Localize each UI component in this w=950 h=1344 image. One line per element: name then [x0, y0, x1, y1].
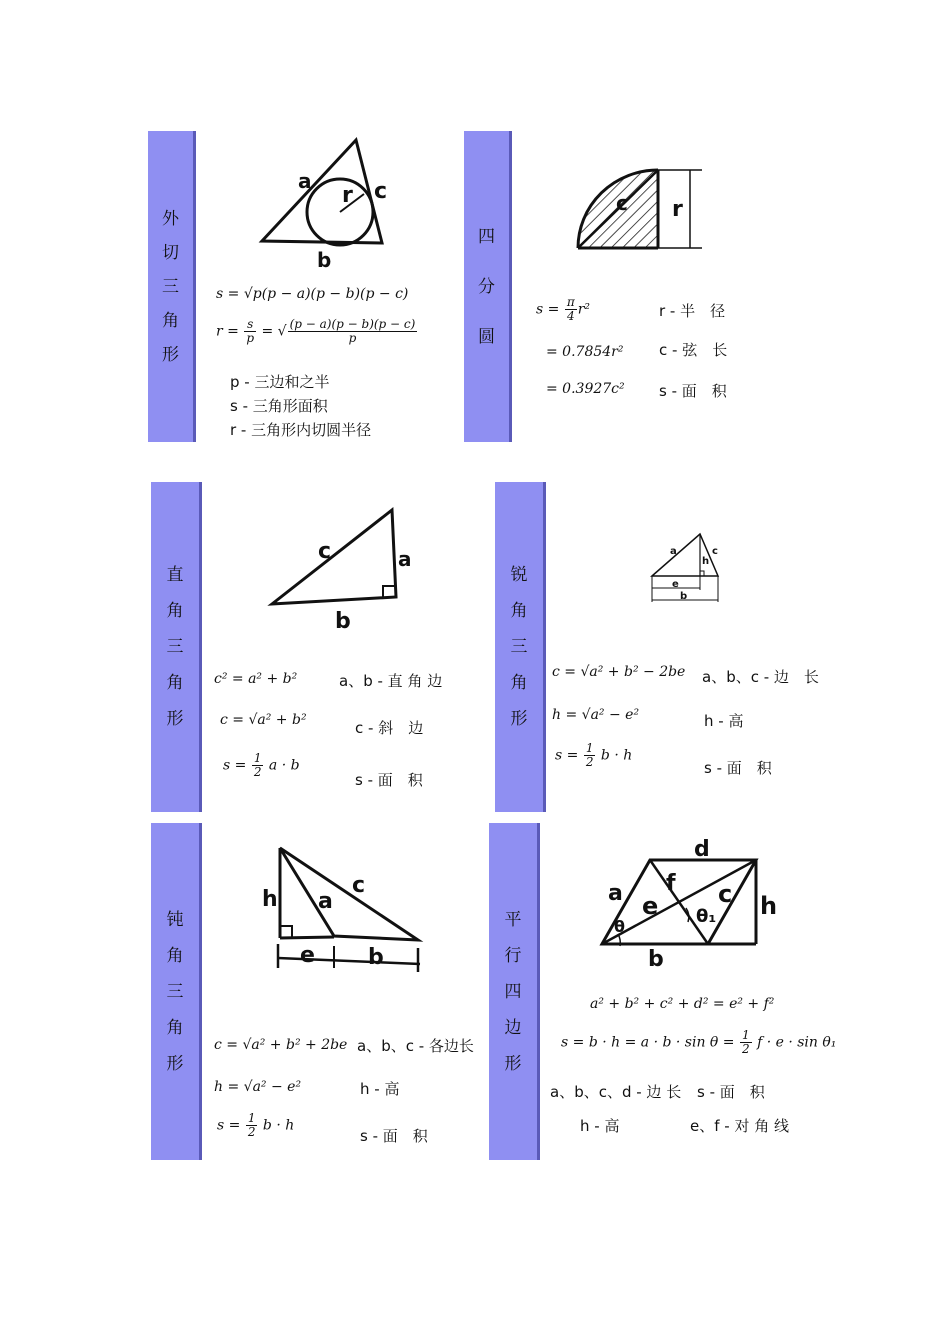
label-b: b — [317, 248, 332, 272]
label-b: b — [335, 609, 351, 634]
band-char: 角 — [510, 601, 528, 621]
band-char: 角 — [166, 1017, 184, 1038]
label-c: c — [318, 539, 332, 564]
label-a: a — [298, 169, 312, 193]
label-c: c — [718, 880, 733, 908]
legend-quarter-r: r - 半 径 — [659, 302, 726, 320]
band-char: 形 — [162, 344, 179, 365]
label-a: a — [608, 881, 623, 906]
label-r: r — [672, 197, 683, 222]
band-char: 四 — [504, 981, 522, 1002]
band-parallelogram — [489, 823, 540, 1160]
legend-quarter-s: s - 面 积 — [659, 382, 727, 400]
label-d: d — [694, 838, 710, 862]
band-acute-triangle — [495, 482, 546, 812]
band-right-triangle — [151, 482, 202, 812]
legend-right-ab: a、b - 直 角 边 — [339, 672, 443, 690]
formula-right-pythag: c² = a² + b² — [214, 671, 298, 687]
formula-incircle-area: s = √p(p − a)(p − b)(p − c) — [216, 286, 409, 302]
band-char: 钝 — [166, 909, 184, 930]
formula-acute-c: c = √a² + b² − 2be — [552, 664, 686, 680]
parallelogram-figure — [596, 838, 786, 973]
legend-quarter-c: c - 弦 长 — [659, 341, 728, 359]
band-obtuse-triangle — [151, 823, 202, 1160]
acute-triangle-figure — [646, 528, 726, 608]
label-a: a — [318, 889, 333, 914]
band-char: 外 — [162, 208, 179, 229]
band-char: 三 — [510, 637, 528, 657]
label-a: a — [398, 547, 412, 571]
band-char: 行 — [504, 945, 522, 966]
formula-quarter-c: = 0.3927c² — [546, 381, 625, 397]
legend-right-c: c - 斜 边 — [355, 719, 424, 737]
band-char: 圆 — [478, 326, 495, 347]
band-char: 角 — [510, 673, 528, 693]
legend-acute-s: s - 面 积 — [704, 759, 772, 777]
legend-incircle-s: s - 三角形面积 — [230, 397, 328, 415]
legend-acute-h: h - 高 — [704, 712, 744, 730]
label-c: c — [374, 179, 388, 204]
label-theta1: θ₁ — [696, 906, 717, 927]
legend-incircle-p: p - 三边和之半 — [230, 373, 330, 391]
legend-right-s: s - 面 积 — [355, 771, 423, 789]
right-triangle-figure — [262, 500, 422, 635]
legend-para-h: h - 高 — [580, 1117, 620, 1135]
label-b: b — [368, 945, 384, 970]
band-char: 角 — [166, 601, 184, 621]
band-char: 形 — [504, 1053, 522, 1074]
band-char: 形 — [166, 1053, 184, 1074]
band-char: 角 — [162, 310, 179, 331]
band-char: 切 — [162, 242, 179, 263]
formula-obtuse-c: c = √a² + b² + 2be — [214, 1037, 348, 1053]
label-b: b — [648, 947, 664, 972]
label-e: e — [300, 943, 315, 968]
label-f: f — [666, 871, 676, 896]
legend-obtuse-abc: a、b、c - 各边长 — [357, 1037, 474, 1055]
formula-right-hyp: c = √a² + b² — [220, 712, 307, 728]
band-char: 锐 — [510, 565, 528, 585]
quarter-circle-figure — [572, 162, 712, 257]
legend-para-ef: e、f - 对 角 线 — [690, 1117, 789, 1135]
label-e: e — [672, 579, 679, 590]
band-char: 角 — [166, 673, 184, 693]
legend-obtuse-h: h - 高 — [360, 1080, 400, 1098]
label-r: r — [342, 183, 353, 208]
label-e: e — [642, 892, 659, 920]
band-char: 平 — [504, 909, 522, 930]
band-char: 形 — [166, 709, 184, 729]
band-char: 三 — [162, 276, 179, 297]
band-quarter-circle — [464, 131, 512, 442]
band-char: 直 — [166, 565, 184, 585]
label-b: b — [680, 591, 688, 602]
band-incircle — [148, 131, 196, 442]
legend-para-abcd: a、b、c、d - 边 长 — [550, 1083, 682, 1101]
formula-acute-area: s = $\frac{1}{2}$ b · h — [555, 741, 633, 769]
formula-obtuse-h: h = √a² − e² — [214, 1079, 302, 1095]
label-c: c — [712, 546, 718, 557]
formula-right-area: s = $\frac{1}{2}$ a · b — [223, 751, 300, 779]
label-h: h — [262, 887, 278, 912]
incircle-triangle-figure — [250, 132, 400, 272]
label-theta: θ — [614, 917, 625, 936]
legend-incircle-r: r - 三角形内切圆半径 — [230, 421, 372, 439]
label-h: h — [702, 556, 710, 567]
band-char: 三 — [166, 637, 184, 657]
band-char: 边 — [504, 1017, 522, 1038]
obtuse-triangle-figure — [258, 840, 428, 980]
band-char: 形 — [510, 709, 528, 729]
formula-obtuse-area: s = $\frac{1}{2}$ b · h — [217, 1111, 295, 1139]
label-c: c — [616, 191, 628, 215]
formula-para-diagonals: a² + b² + c² + d² = e² + f² — [590, 996, 775, 1012]
legend-obtuse-s: s - 面 积 — [360, 1127, 428, 1145]
band-char: 角 — [166, 945, 184, 966]
legend-acute-abc: a、b、c - 边 长 — [702, 668, 819, 686]
formula-para-area: s = b · h = a · b · sin θ = $\frac{1}{2}$ f · e · sin θ₁ — [561, 1028, 837, 1056]
formula-quarter-r: = 0.7854r² — [546, 344, 624, 360]
label-a: a — [670, 546, 677, 557]
band-char: 四 — [478, 226, 495, 247]
band-char: 分 — [478, 276, 495, 297]
legend-para-s: s - 面 积 — [697, 1083, 765, 1101]
formula-acute-h: h = √a² − e² — [552, 707, 640, 723]
label-h: h — [760, 892, 778, 920]
band-char: 三 — [166, 981, 184, 1002]
formula-quarter-area: s = $\frac{\pi}{4}$ r² — [536, 295, 591, 323]
label-c: c — [352, 873, 366, 898]
formula-incircle-radius: r = $\frac{s}{p}$ = √ $\frac{(p - a)(p - b)(p - c)}{p}$ — [216, 317, 416, 345]
